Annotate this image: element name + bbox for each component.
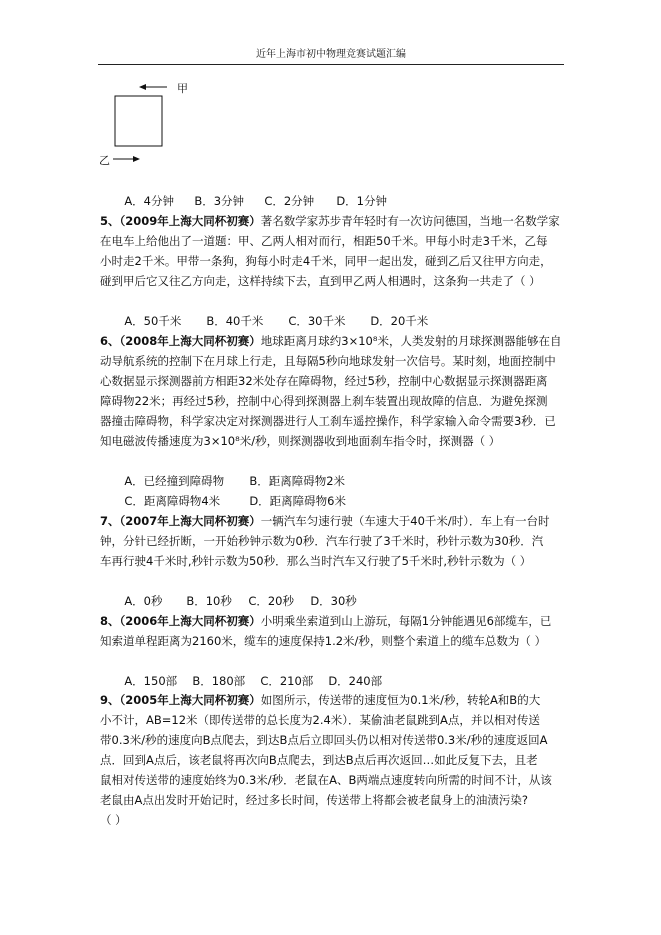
question-line: 碰到甲后它又往乙方向走，这样持续下去，直到甲乙两人相遇时，这条狗一共走了（ ） xyxy=(100,274,541,288)
arrow-right-head-icon xyxy=(133,156,140,162)
question-line: 小不计，AB=12米（即传送带的总长度为2.4米）．某偷油老鼠跳到A点，并以相对传送 xyxy=(100,713,540,727)
question-8 xyxy=(100,611,570,651)
question-source: （2009年上海大同杯初赛） xyxy=(119,214,261,228)
question-number: 5、 xyxy=(100,214,120,228)
q6-options-row2 xyxy=(117,471,346,511)
question-source: （2006年上海大同杯初赛） xyxy=(119,614,261,628)
question-line: 著名数学家苏步青年轻时有一次访问德国，当地一名数学家 xyxy=(260,214,560,228)
option-a: A．50千米 xyxy=(124,314,182,328)
option-d: D．240部 xyxy=(328,674,383,688)
option-d: D．20千米 xyxy=(370,314,429,328)
option-c: C．距离障碍物4米 xyxy=(124,494,221,508)
question-line: 心数据显示探测器前方相距32米处存在障碍物，经过5秒，控制中心数据显示探测器距离 xyxy=(100,374,548,388)
question-line: 知索道单程距离为2160米，缆车的速度保持1.2米/秒，则整个索道上的缆车总数为（ ） xyxy=(100,634,547,648)
motion-figure xyxy=(95,78,205,170)
question-line: 老鼠由A点出发时开始记时，经过多长时间，传送带上将都会被老鼠身上的油渍污染? xyxy=(100,793,528,807)
question-source: （2007年上海大同杯初赛） xyxy=(119,514,261,528)
question-line: （ ） xyxy=(100,813,127,827)
q7-options xyxy=(117,571,357,611)
q8-options xyxy=(117,651,382,691)
question-number: 8、 xyxy=(100,614,120,628)
square-path-diagram xyxy=(95,78,205,170)
question-7 xyxy=(100,511,570,571)
question-9 xyxy=(100,690,570,830)
option-b: B．距离障碍物2米 xyxy=(249,474,346,488)
option-d: D．30秒 xyxy=(310,594,357,608)
option-c: C．30千米 xyxy=(288,314,346,328)
question-line: 如图所示，传送带的速度恒为0.1米/秒，转轮A和B的大 xyxy=(260,693,541,707)
option-b: B．180部 xyxy=(192,674,246,688)
arrow-left-head-icon xyxy=(139,84,146,90)
option-c: C．20秒 xyxy=(248,594,294,608)
question-line: 小明乘坐索道到山上游玩，每隔1分钟能遇见6部缆车，已 xyxy=(260,614,552,628)
question-source: （2008年上海大同杯初赛） xyxy=(119,334,261,348)
question-line: 点．回到A点后，该老鼠将再次向B点爬去，到达B点后再次返回…如此反复下去，且老 xyxy=(100,753,538,767)
question-line: 钟，分针已经折断，一开始秒钟示数为0秒．汽车行驶了3千米时，秒针示数为30秒．汽 xyxy=(100,534,544,548)
q5-options xyxy=(117,291,428,331)
option-a: A．4分钟 xyxy=(124,194,174,208)
question-source: （2005年上海大同杯初赛） xyxy=(119,693,261,707)
question-line: 在电车上给他出了一道题：甲、乙两人相对而行，相距50千米。甲每小时走3千米，乙每 xyxy=(100,234,548,248)
option-c: C．210部 xyxy=(260,674,314,688)
question-line: 器撞击障碍物，科学家决定对探测器进行人工刹车遥控操作，科学家输入命令需要3秒．已 xyxy=(100,414,556,428)
question-line: 车再行驶4千米时,秒针示数为50秒．那么当时汽车又行驶了5千米时,秒针示数为（ ） xyxy=(100,554,532,568)
question-line: 障碍物22米；再经过5秒，控制中心得到探测器上刹车装置出现故障的信息．为避免探测 xyxy=(100,394,548,408)
question-line: 带0.3米/秒的速度向B点爬去，到达B点后立即回头仍以相对传送带0.3米/秒的速度返回A xyxy=(100,733,548,747)
option-b: B．3分钟 xyxy=(194,194,245,208)
square-path xyxy=(115,96,162,146)
question-line: 鼠相对传送带的速度始终为0.3米/秒．老鼠在A、B两端点速度转向所需的时间不计，从该 xyxy=(100,773,552,787)
question-line: 知电磁波传播速度为3×10⁸米/秒，则探测器收到地面刹车指令时，探测器（ ） xyxy=(100,434,501,448)
option-b: B．10秒 xyxy=(186,594,232,608)
option-a: A．已经撞到障碍物 xyxy=(124,474,225,488)
question-number: 7、 xyxy=(100,514,120,528)
question-number: 9、 xyxy=(100,693,120,707)
label-yi: 乙 xyxy=(99,154,110,167)
option-c: C．2分钟 xyxy=(264,194,315,208)
option-b: B．40千米 xyxy=(206,314,264,328)
option-a: A．0秒 xyxy=(124,594,163,608)
option-a: A．150部 xyxy=(124,674,178,688)
option-d: D．距离障碍物6米 xyxy=(249,494,346,508)
page-header: 近年上海市初中物理竞赛试题汇编 xyxy=(98,48,564,65)
question-number: 6、 xyxy=(100,334,120,348)
question-line: 小时走2千米。甲带一条狗，狗每小时走4千米，同甲一起出发，碰到乙后又往甲方向走， xyxy=(100,254,552,268)
label-jia: 甲 xyxy=(177,82,188,95)
option-d: D．1分钟 xyxy=(336,194,387,208)
question-5 xyxy=(100,211,570,291)
q4-options xyxy=(117,171,387,211)
question-6 xyxy=(100,331,570,451)
question-line: 一辆汽车匀速行驶（车速大于40千米/时）．车上有一台时 xyxy=(260,514,550,528)
question-line: 地球距离月球约3×10⁸米，人类发射的月球探测器能够在自 xyxy=(260,334,562,348)
question-line: 动导航系统的控制下在月球上行走，且每隔5秒向地球发射一次信号。某时刻，地面控制中 xyxy=(100,354,556,368)
